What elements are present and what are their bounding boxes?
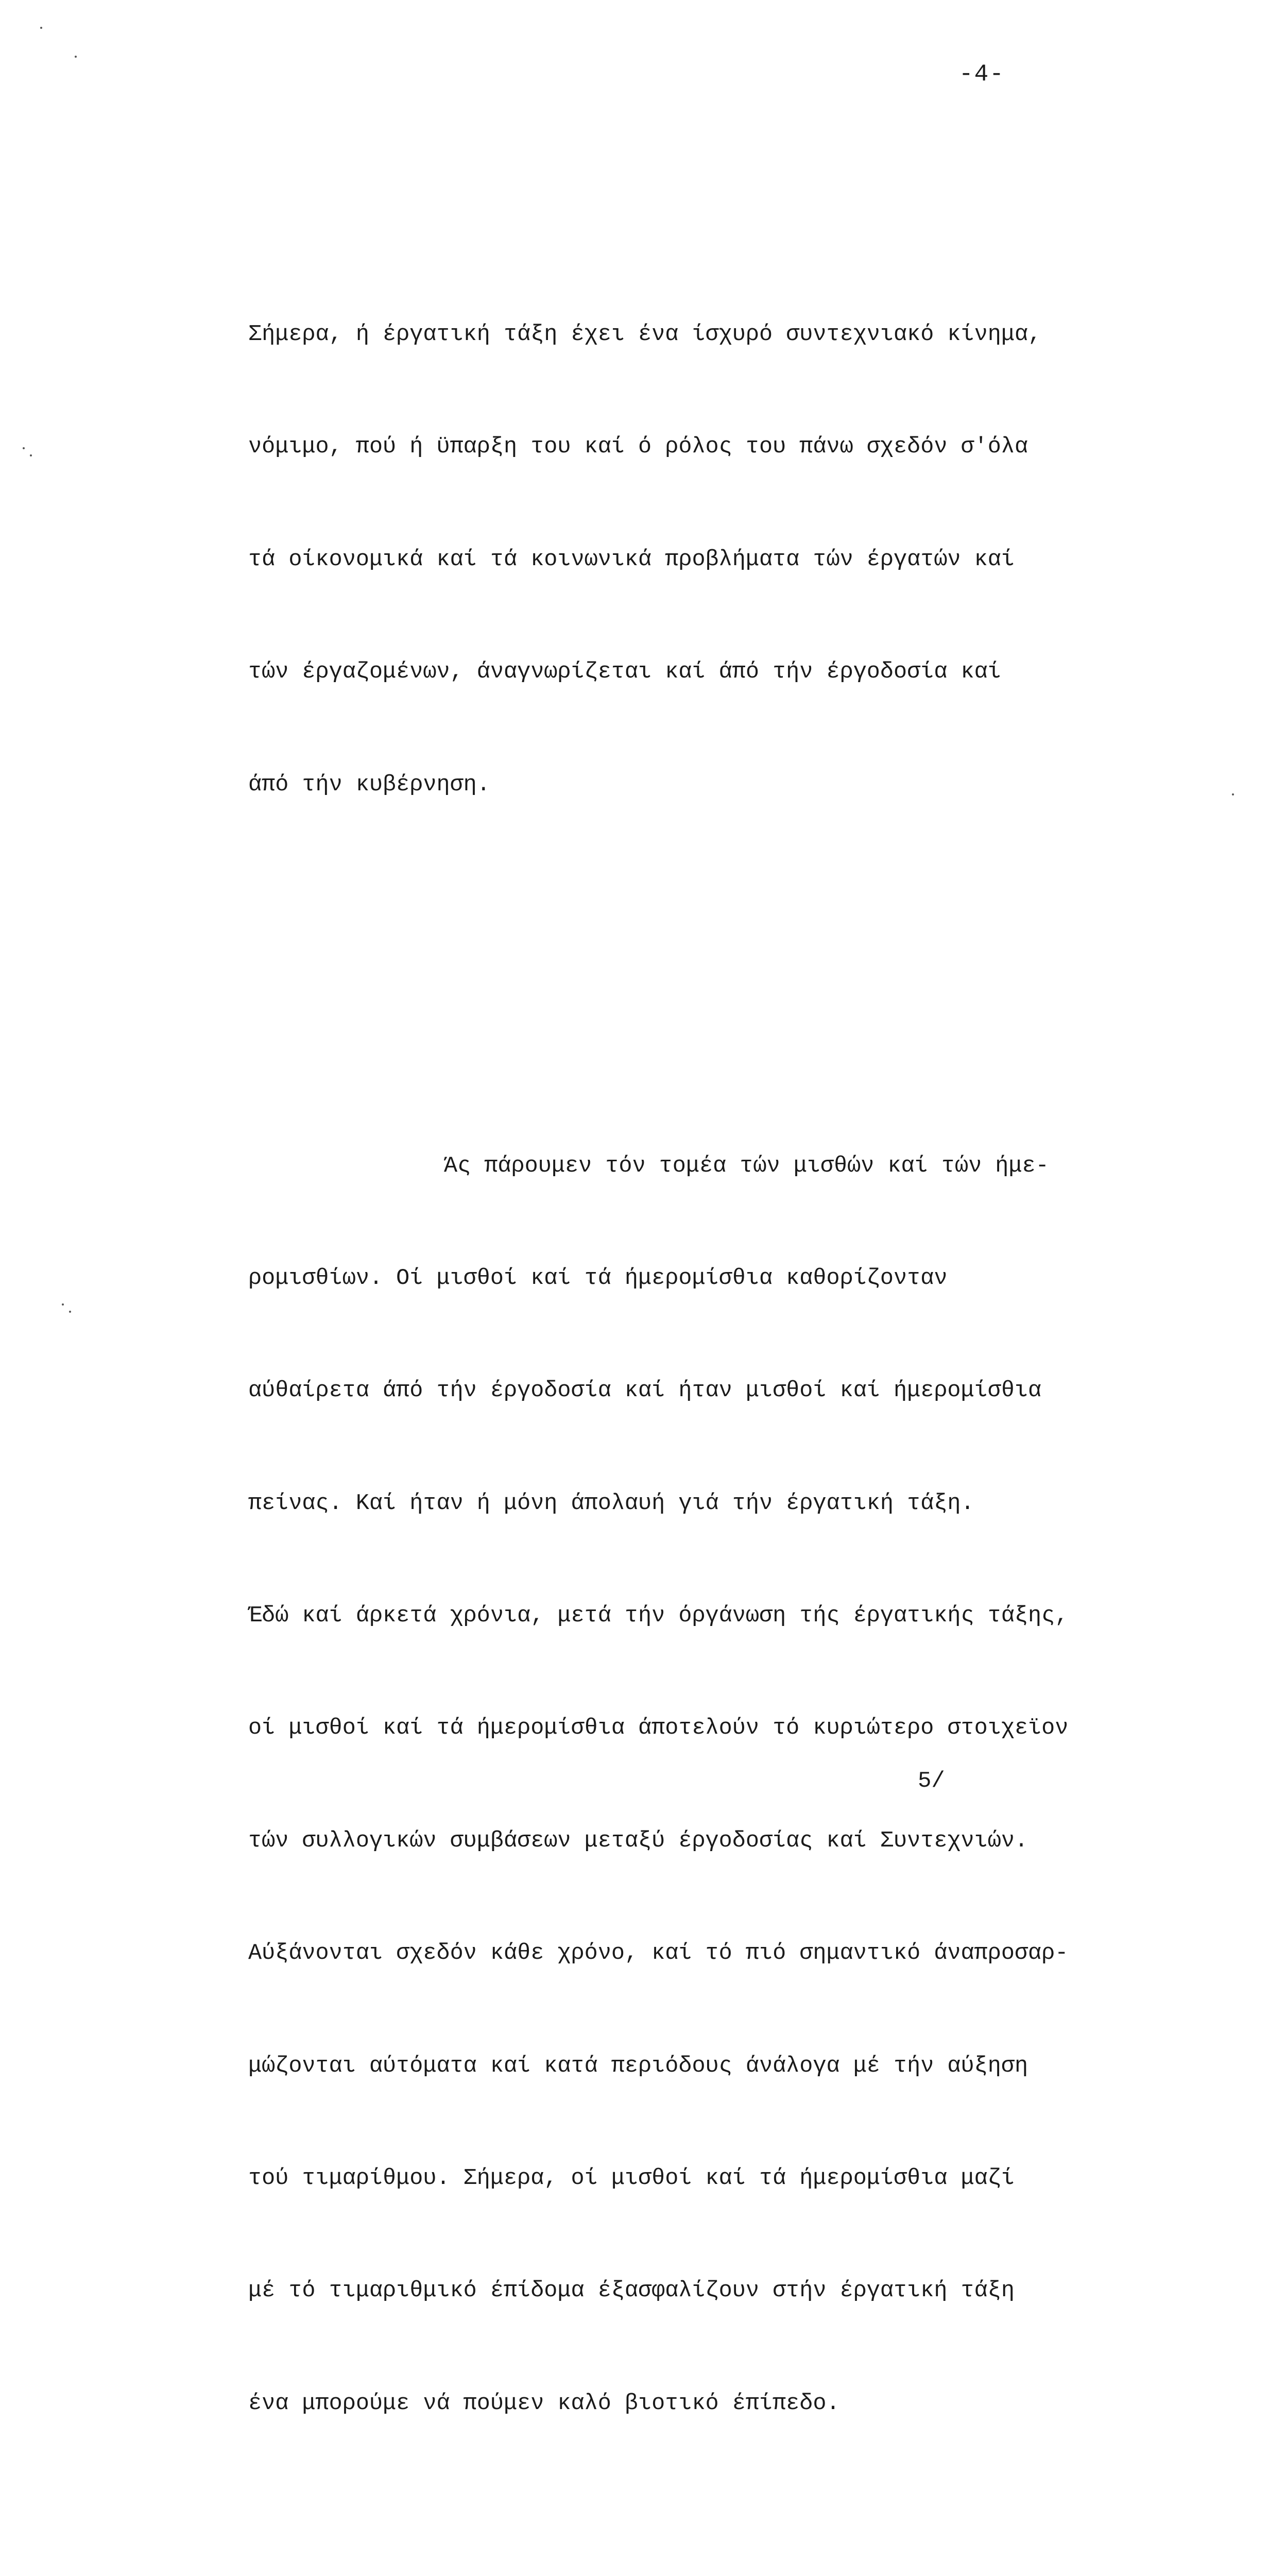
text-line: μώζονται αύτόματα καί κατά περιόδους άνάλογα μέ τήν αύξηση [248,2053,1028,2079]
paragraph-gap [248,2573,1227,2576]
text-line: Αύξάνονται σχεδόν κάθε χρόνο, καί τό πιό σημαντικό άναπροσαρ- [248,1941,1069,1967]
paragraph-1 [248,241,1227,879]
text-line: τού τιμαρίθμου. Σήμερα, οί μισθοί καί τά ήμερομίσθια μαζί [248,2166,1015,2192]
scan-speck [40,27,42,29]
scan-speck [62,1303,64,1306]
scan-speck [23,447,25,449]
scan-speck [75,56,77,58]
text-line: ρομισθίων. Οί μισθοί καί τά ήμερομίσθια καθορίζονταν [248,1265,948,1291]
scan-speck [1232,793,1234,795]
next-page-reference: 5/ [918,1768,945,1794]
text-line: τών έργαζομένων, άναγνωρίζεται καί άπό τήν έργοδοσία καί [248,659,1001,685]
text-line: οί μισθοί καί τά ήμερομίσθια άποτελούν τό κυριώτερο στοιχεϊον [248,1716,1069,1741]
text-line: νόμιμο, πού ή ϋπαρξη του καί ό ρόλος του πάνω σχεδόν σ'όλα [248,434,1028,460]
text-line: άπό τήν κυβέρνηση. [248,772,490,798]
paragraph-2 [248,1073,1227,2498]
text-line: ένα μπορούμε νά πούμεν καλό βιοτικό έπίπεδο. [248,2391,840,2416]
text-line: μέ τό τιμαριθμικό έπίδομα έξασφαλίζουν στήν έργατική τάξη [248,2278,1015,2304]
scan-speck [30,454,32,456]
text-line: πείνας. Καί ήταν ή μόνη άπολαυή γιά τήν έργατική τάξη. [248,1490,974,1516]
text-line: τά οίκονομικά καί τά κοινωνικά προβλήματα τών έργατών καί [248,547,1015,572]
paragraph-gap [248,954,1227,960]
scan-speck [69,1311,71,1313]
text-line: τών συλλογικών συμβάσεων μεταξύ έργοδοσίας καί Συντεχνιών. [248,1828,1028,1854]
page-number: -4- [959,61,1005,88]
text-line: Άς πάρουμεν τόν τομέα τών μισθών καί τών ήμε- [444,1153,1049,1179]
text-line: αύθαίρετα άπό τήν έργοδοσία καί ήταν μισθοί καί ήμερομίσθια [248,1378,1042,1404]
text-line: Έδώ καί άρκετά χρόνια, μετά τήν όργάνωση τής έργατικής τάξης, [248,1603,1069,1629]
body-text [248,129,1227,2576]
text-line: Σήμερα, ή έργατική τάξη έχει ένα ίσχυρό συντεχνιακό κίνημα, [248,321,1042,347]
